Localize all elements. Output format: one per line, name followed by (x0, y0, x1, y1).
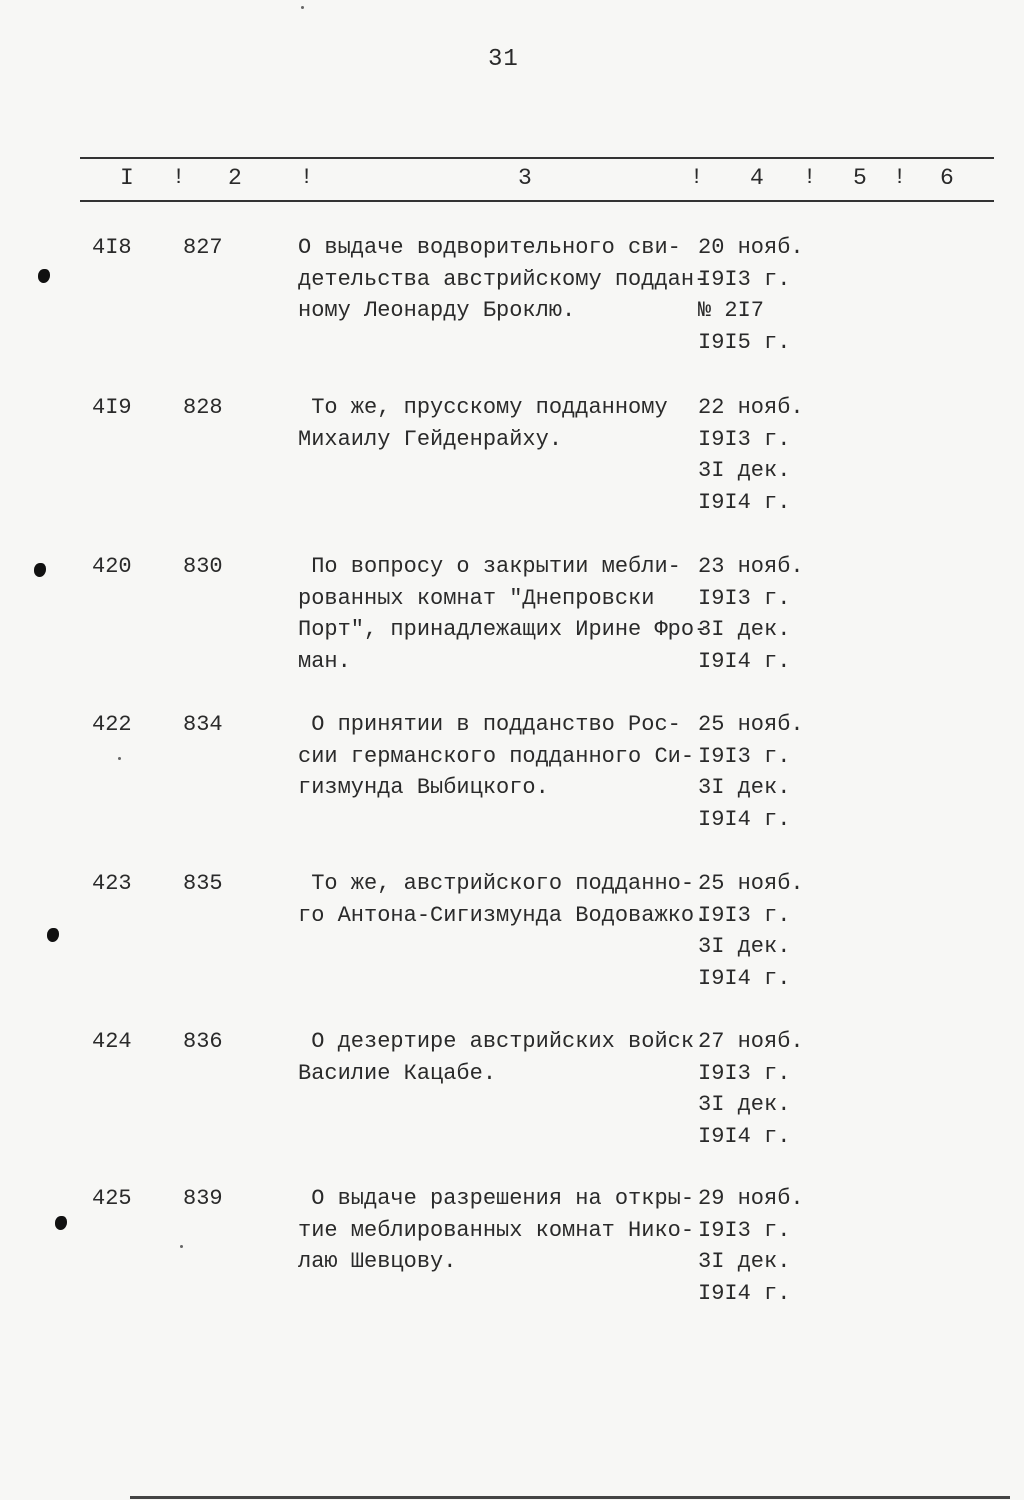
entry-dates (698, 1183, 808, 1309)
date-line: I9I4 г. (698, 806, 791, 832)
date-line: 27 нояб. (698, 1029, 804, 1054)
description-line: сии германского подданного Си- (298, 743, 695, 769)
description-line: Порт", принадлежащих Ирине Фро- (298, 617, 708, 642)
date-line: 3I дек. (698, 458, 791, 483)
description-line: По вопросу о закрытии мебли- (298, 554, 681, 579)
date-line: 3I дек. (698, 775, 791, 800)
column-separator: ! (893, 165, 907, 190)
entry-code: 835 (183, 871, 223, 896)
date-line: I9I4 г. (698, 648, 791, 674)
entry-description (298, 868, 708, 931)
entry-number: 423 (92, 871, 132, 896)
date-line: 25 нояб. (698, 712, 804, 737)
column-separator: ! (803, 165, 817, 190)
entry-code: 836 (183, 1029, 223, 1054)
page-number: 31 (488, 46, 519, 73)
description-line: О выдаче разрешения на откры- (298, 1186, 695, 1211)
entry-dates (698, 1026, 808, 1152)
entry-row (0, 1026, 1024, 1166)
entry-description (298, 1026, 698, 1089)
column-separator: ! (690, 165, 704, 190)
entry-row (0, 551, 1024, 691)
entry-row (0, 709, 1024, 849)
description-line: го Антона-Сигизмунда Водоважко. (298, 902, 708, 928)
description-line: лаю Шевцову. (298, 1249, 457, 1274)
entry-dates (698, 709, 808, 835)
entry-code: 828 (183, 395, 223, 420)
scan-speck (118, 757, 121, 760)
scan-speck (180, 1245, 183, 1248)
date-line: I9I5 г. (698, 329, 791, 355)
entry-code: 830 (183, 554, 223, 579)
description-line: О принятии в подданство Рос- (298, 712, 681, 737)
date-line: № 2I7 (698, 298, 765, 323)
column-separator: ! (172, 165, 186, 190)
entry-description (298, 1183, 698, 1278)
date-line: I9I3 г. (698, 1217, 791, 1243)
entry-description (298, 232, 708, 327)
entry-description (298, 709, 698, 804)
entry-description (298, 392, 698, 455)
description-line: гизмунда Выбицкого. (298, 775, 549, 800)
entry-dates (698, 232, 808, 358)
date-line: 3I дек. (698, 617, 791, 642)
column-header-3: 3 (518, 165, 532, 191)
column-header-6: 6 (940, 165, 954, 191)
entry-row (0, 868, 1024, 1008)
date-line: 20 нояб. (698, 235, 804, 260)
description-line: То же, прусскому подданному (298, 395, 668, 420)
description-line: ному Леонарду Броклю. (298, 298, 576, 323)
entry-description (298, 551, 708, 677)
description-line: рованных комнат "Днепровски (298, 585, 655, 611)
entry-code: 839 (183, 1186, 223, 1211)
description-line: тие меблированных комнат Нико- (298, 1217, 695, 1243)
entry-code: 827 (183, 235, 223, 260)
description-line: ман. (298, 648, 351, 674)
scan-speck (301, 6, 304, 9)
column-header-5: 5 (853, 165, 867, 191)
description-line: О выдаче водворительного сви- (298, 235, 681, 260)
entry-number: 4I8 (92, 235, 132, 260)
date-line: I9I4 г. (698, 1123, 791, 1149)
header-bottom-rule (80, 200, 994, 202)
entry-dates (698, 551, 808, 677)
date-line: 3I дек. (698, 1249, 791, 1274)
date-line: 22 нояб. (698, 395, 804, 420)
entry-number: 422 (92, 712, 132, 737)
date-line: I9I4 г. (698, 489, 791, 515)
entry-dates (698, 868, 808, 994)
footer-rule (130, 1496, 1010, 1499)
date-line: I9I4 г. (698, 965, 791, 991)
description-line: То же, австрийского подданно- (298, 871, 695, 896)
entry-number: 424 (92, 1029, 132, 1054)
date-line: I9I3 г. (698, 1060, 791, 1086)
column-header-1: I (120, 165, 134, 191)
header-top-rule (80, 157, 994, 159)
date-line: 25 нояб. (698, 871, 804, 896)
date-line: 3I дек. (698, 934, 791, 959)
date-line: 3I дек. (698, 1092, 791, 1117)
entry-dates (698, 392, 808, 518)
date-line: 23 нояб. (698, 554, 804, 579)
date-line: I9I3 г. (698, 743, 791, 769)
description-line: О дезертире австрийских войск (298, 1029, 695, 1054)
date-line: I9I3 г. (698, 266, 791, 292)
date-line: I9I3 г. (698, 585, 791, 611)
entry-code: 834 (183, 712, 223, 737)
description-line: Василие Кацабе. (298, 1060, 497, 1086)
description-line: детельства австрийскому поддан- (298, 266, 708, 292)
date-line: 29 нояб. (698, 1186, 804, 1211)
date-line: I9I3 г. (698, 902, 791, 928)
date-line: I9I3 г. (698, 426, 791, 452)
entry-row (0, 392, 1024, 532)
entry-number: 425 (92, 1186, 132, 1211)
entry-row (0, 1183, 1024, 1323)
column-header-2: 2 (228, 165, 242, 191)
entry-number: 420 (92, 554, 132, 579)
column-header-4: 4 (750, 165, 764, 191)
date-line: I9I4 г. (698, 1280, 791, 1306)
column-separator: ! (300, 165, 314, 190)
entry-row (0, 232, 1024, 372)
entry-number: 4I9 (92, 395, 132, 420)
description-line: Михаилу Гейденрайху. (298, 426, 563, 452)
